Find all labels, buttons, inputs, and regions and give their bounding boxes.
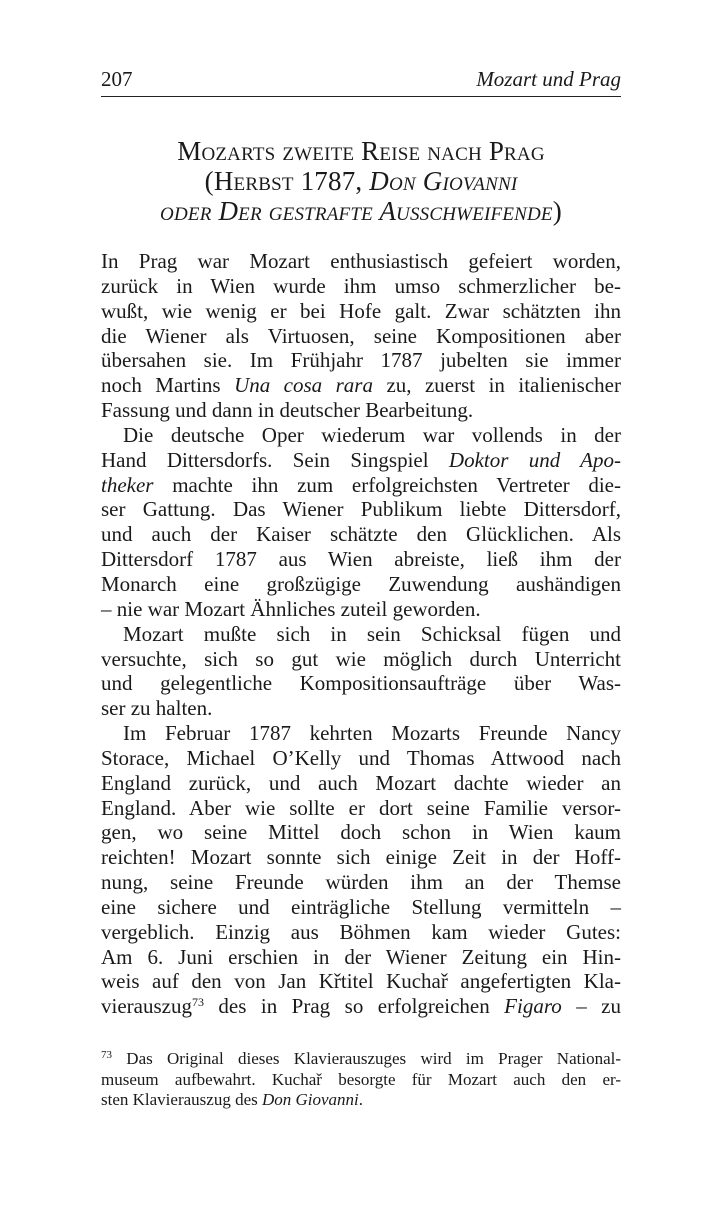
work-title: Don Giovanni [261, 1090, 359, 1109]
text-line: eine sichere und einträgliche Stellung vermitteln – [101, 894, 621, 919]
work-title: Figaro [504, 994, 562, 1019]
work-title: Una cosa rara [234, 373, 373, 398]
footnote-line: museum aufbewahrt. Kuchař besorgte für Mozart auch den er- [101, 1069, 621, 1089]
body-text [101, 249, 621, 1019]
text-line: Die deutsche Oper wiederum war vollends in der [123, 422, 621, 447]
text-line: versuchte, sich so gut wie möglich durch Unterricht [101, 646, 621, 671]
footnote-line [101, 1090, 621, 1111]
page-number: 207 [101, 67, 133, 91]
text-run: machte ihn zum erfolgreichsten Vertreter die- [153, 472, 621, 497]
text-line: und gelegentliche Kompositionsaufträge über Was- [101, 671, 621, 696]
text-line: Am 6. Juni erschien in der Wiener Zeitung ein Hin- [101, 944, 621, 969]
text-line: die Wiener als Virtuosen, seine Kompositionen aber [101, 323, 621, 348]
text-run: des in Prag so erfolgreichen [203, 994, 505, 1019]
text-line: Im Februar 1787 kehrten Mozarts Freunde Nancy [123, 721, 621, 746]
text-run: – zu [561, 994, 621, 1019]
text-line: England. Aber wie sollte er dort seine Familie versor- [101, 795, 621, 820]
text-line: nung, seine Freunde würden ihm an der Themse [101, 870, 621, 895]
chapter-title-line-3 [101, 196, 621, 226]
text-line: reichten! Mozart sonnte sich einige Zeit in der Hoff- [101, 845, 621, 870]
text-line: – nie war Mozart Ähnliches zuteil geworden. [101, 596, 481, 621]
text-line: wußt, wie wenig er bei Hofe galt. Zwar schätzten ihn [101, 298, 621, 323]
chapter-title-close-paren: ) [552, 196, 562, 226]
text-line: Mozart mußte sich in sein Schicksal fügen und [123, 621, 621, 646]
footnote-line [101, 1049, 621, 1070]
text-line: weis auf den von Jan Křtitel Kuchař angefertigten Kla- [101, 969, 621, 994]
text-line: ser zu halten. [101, 696, 213, 721]
text-line: zurück in Wien wurde ihm umso schmerzlicher be- [101, 273, 621, 298]
text-line: gen, wo seine Mittel doch schon in Wien kaum [101, 820, 621, 845]
text-run: Das Original dieses Klavierauszuges wird im Prager National- [112, 1049, 621, 1068]
text-line: England zurück, und auch Mozart dachte wieder an [101, 770, 621, 795]
text-run: sten Klavierauszug des [101, 1090, 262, 1109]
footnote-reference: 73 [191, 995, 204, 1010]
text-line: ser Gattung. Das Wiener Publikum liebte Dittersdorf, [101, 497, 621, 522]
text-line: vergeblich. Einzig aus Böhmen kam wieder Gutes: [101, 919, 621, 944]
text-run: noch Martins [101, 373, 235, 398]
text-run: . [358, 1090, 364, 1109]
footnote [101, 1049, 621, 1111]
text-run: Hand Dittersdorfs. Sein Singspiel [101, 447, 449, 472]
text-line: In Prag war Mozart enthusiastisch gefeiert worden, [101, 249, 621, 273]
chapter-title [101, 136, 621, 226]
running-header [101, 66, 621, 97]
text-line [101, 373, 621, 398]
text-line: Storace, Michael O’Kelly und Thomas Attwood nach [101, 745, 621, 770]
text-line [101, 473, 621, 498]
text-line: Dittersdorf 1787 aus Wien abreiste, ließ ihm der [101, 547, 621, 572]
chapter-title-subtitle: oder Der gestrafte Ausschweifende [160, 196, 553, 226]
text-run: vierauszug [101, 994, 192, 1019]
text-line [101, 448, 621, 473]
work-title: Doktor und Apo- [448, 447, 622, 472]
work-title: theker [101, 472, 154, 497]
chapter-title-line-1: Mozarts zweite Reise nach Prag [177, 136, 545, 166]
footnote-marker: 73 [101, 1049, 112, 1061]
running-title: Mozart und Prag [476, 67, 621, 91]
text-line [101, 994, 621, 1019]
text-line: und auch der Kaiser schätzte den Glücklichen. Als [101, 522, 621, 547]
chapter-title-line-2 [101, 166, 621, 196]
text-line: Monarch eine großzügige Zuwendung aushändigen [101, 571, 621, 596]
text-line: Fassung und dann in deutscher Bearbeitung. [101, 398, 474, 423]
text-run: zu, zuerst in italienischer [372, 373, 621, 398]
chapter-title-opera: Don Giovanni [369, 166, 518, 196]
text-line: übersahen sie. Im Frühjahr 1787 jubelten sie immer [101, 348, 621, 373]
chapter-title-date: (Herbst 1787, [204, 166, 370, 196]
